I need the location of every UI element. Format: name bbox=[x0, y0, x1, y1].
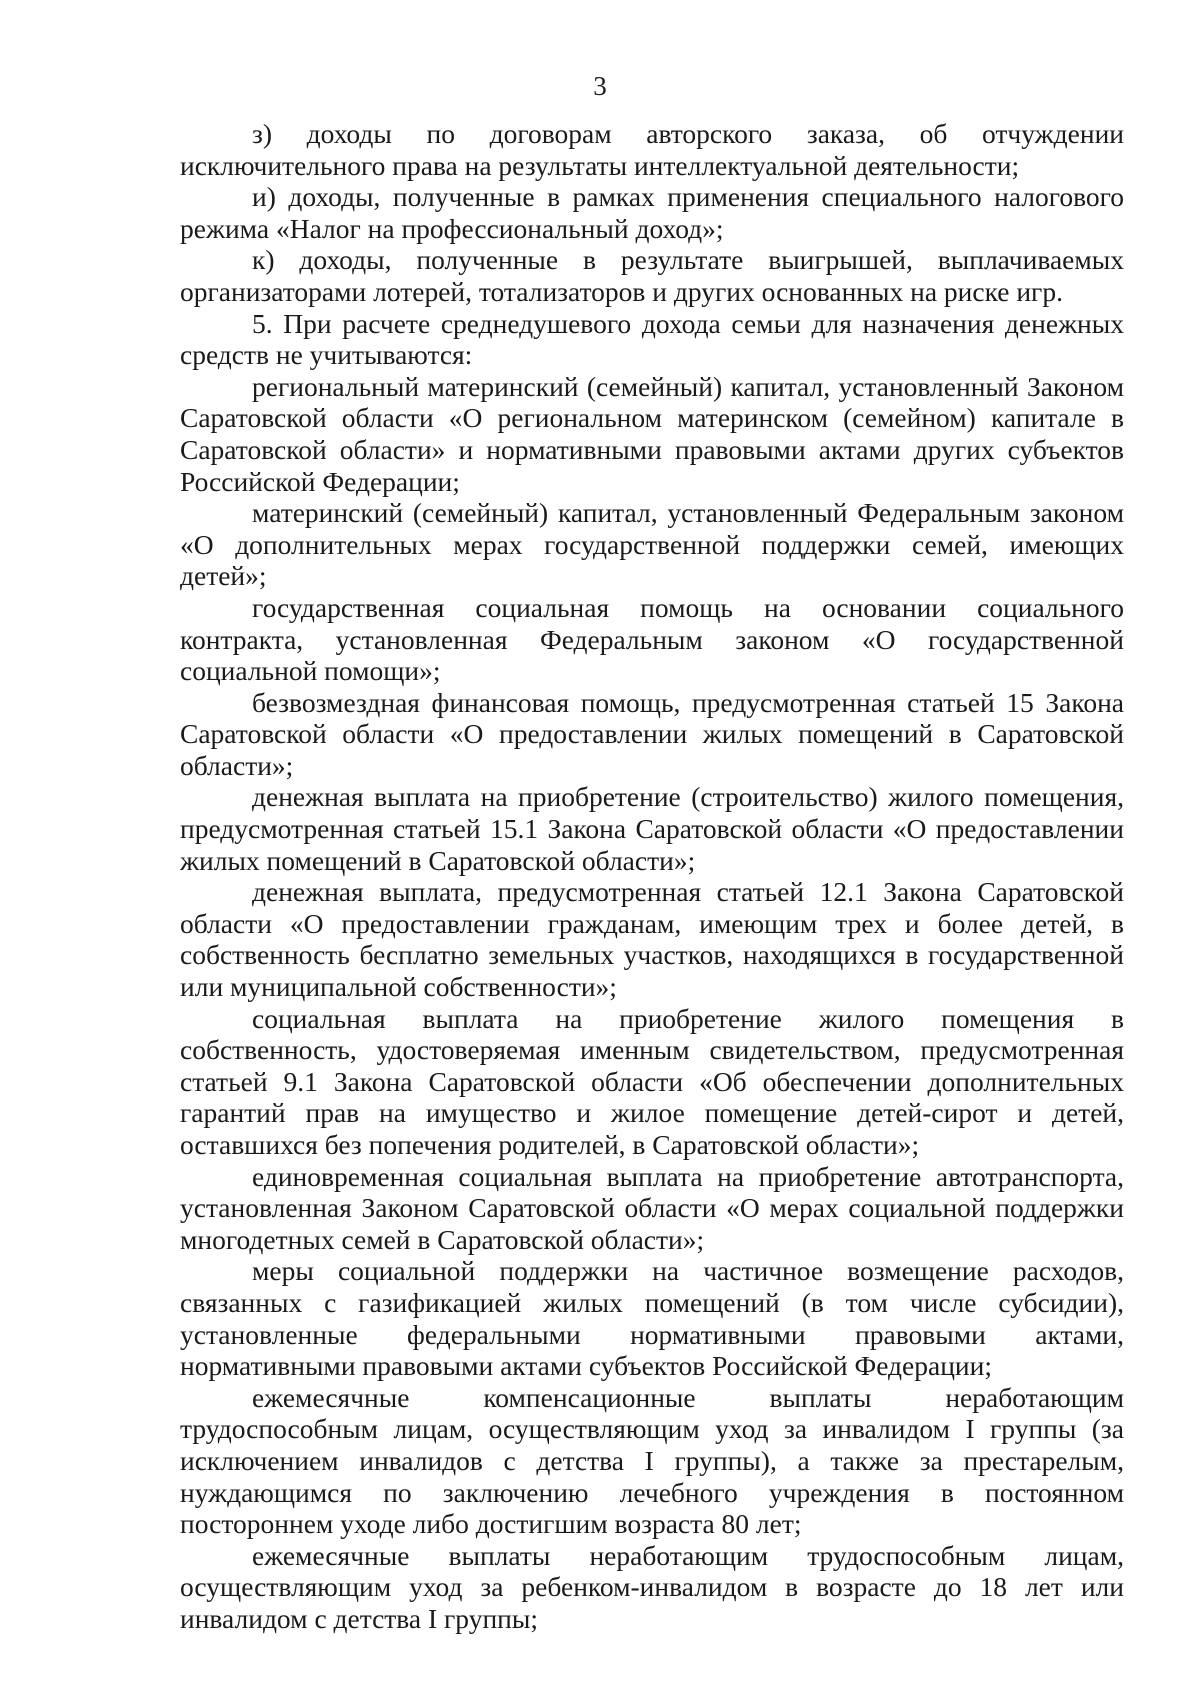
paragraph-social-contract-aid: государственная социальная помощь на основании социального контракта, установленная Федеральным законом «О государственной социальной помощи»; bbox=[180, 591, 1124, 687]
paragraph-vehicle-payment: единовременная социальная выплата на приобретение автотранспорта, установленная Законом Саратовской области «О мерах социальной поддержки многодетных семей в Саратовской области»; bbox=[180, 1160, 1124, 1255]
paragraph-orphan-housing-payment: социальная выплата на приобретение жилого помещения в собственность, удостоверяемая именным свидетельством, предусмотренная статьей 9.1 Закона Саратовской области «Об обеспечении дополнительных гарантий прав на имущество и жилое помещение детей-сирот и детей, оставшихся без попечения родителей, в Саратовской области»; bbox=[180, 1002, 1124, 1160]
paragraph-section-5-intro: 5. При расчете среднедушевого дохода семьи для назначения денежных средств не учитываются: bbox=[180, 307, 1124, 371]
paragraph-housing-payment-article-15-1: денежная выплата на приобретение (строительство) жилого помещения, предусмотренная статьей 15.1 Закона Саратовской области «О предоставлении жилых помещений в Саратовской области»; bbox=[180, 781, 1124, 876]
document-body bbox=[180, 118, 1124, 1635]
paragraph-financial-aid-article-15: безвозмездная финансовая помощь, предусмотренная статьей 15 Закона Саратовской области «О предоставлении жилых помещений в Саратовской области»; bbox=[180, 686, 1124, 781]
paragraph-income-professional-tax: и) доходы, полученные в рамках применения специального налогового режима «Налог на профессиональный доход»; bbox=[180, 181, 1124, 244]
paragraph-income-author-contracts: з) доходы по договорам авторского заказа, об отчуждении исключительного права на результаты интеллектуальной деятельности; bbox=[180, 118, 1124, 181]
paragraph-gasification-support: меры социальной поддержки на частичное возмещение расходов, связанных с газификацией жилых помещений (в том числе субсидии), установленные федеральными нормативными правовыми актами, нормативными правовыми актами субъектов Российской Федерации; bbox=[180, 1255, 1124, 1382]
page-number: 3 bbox=[593, 71, 607, 101]
paragraph-caregiver-compensation: ежемесячные компенсационные выплаты неработающим трудоспособным лицам, осуществляющим уход за инвалидом I группы (за исключением инвалидов с детства I группы), а также за престарелым, нуждающимся по заключению лечебного учреждения в постоянном постороннем уходе либо достигшим возраста 80 лет; bbox=[180, 1381, 1124, 1540]
paragraph-land-payment-article-12-1: денежная выплата, предусмотренная статьей 12.1 Закона Саратовской области «О предоставлении гражданам, имеющим трех и более детей, в собственность бесплатно земельных участков, находящихся в государственной или муниципальной собственности»; bbox=[180, 876, 1124, 1003]
paragraph-disabled-child-caregiver: ежемесячные выплаты неработающим трудоспособным лицам, осуществляющим уход за ребенком-инвалидом в возрасте до 18 лет или инвалидом с детства I группы; bbox=[180, 1539, 1124, 1634]
paragraph-income-lottery-winnings: к) доходы, полученные в результате выигрышей, выплачиваемых организаторами лотерей, тотализаторов и других основанных на риске игр. bbox=[180, 244, 1124, 307]
paragraph-regional-maternity-capital: региональный материнский (семейный) капитал, установленный Законом Саратовской области «О региональном материнском (семейном) капитале в Саратовской области» и нормативными правовыми актами других субъектов Российской Федерации; bbox=[180, 370, 1124, 497]
paragraph-maternity-capital: материнский (семейный) капитал, установленный Федеральным законом «О дополнительных мерах государственной поддержки семей, имеющих детей»; bbox=[180, 497, 1124, 592]
